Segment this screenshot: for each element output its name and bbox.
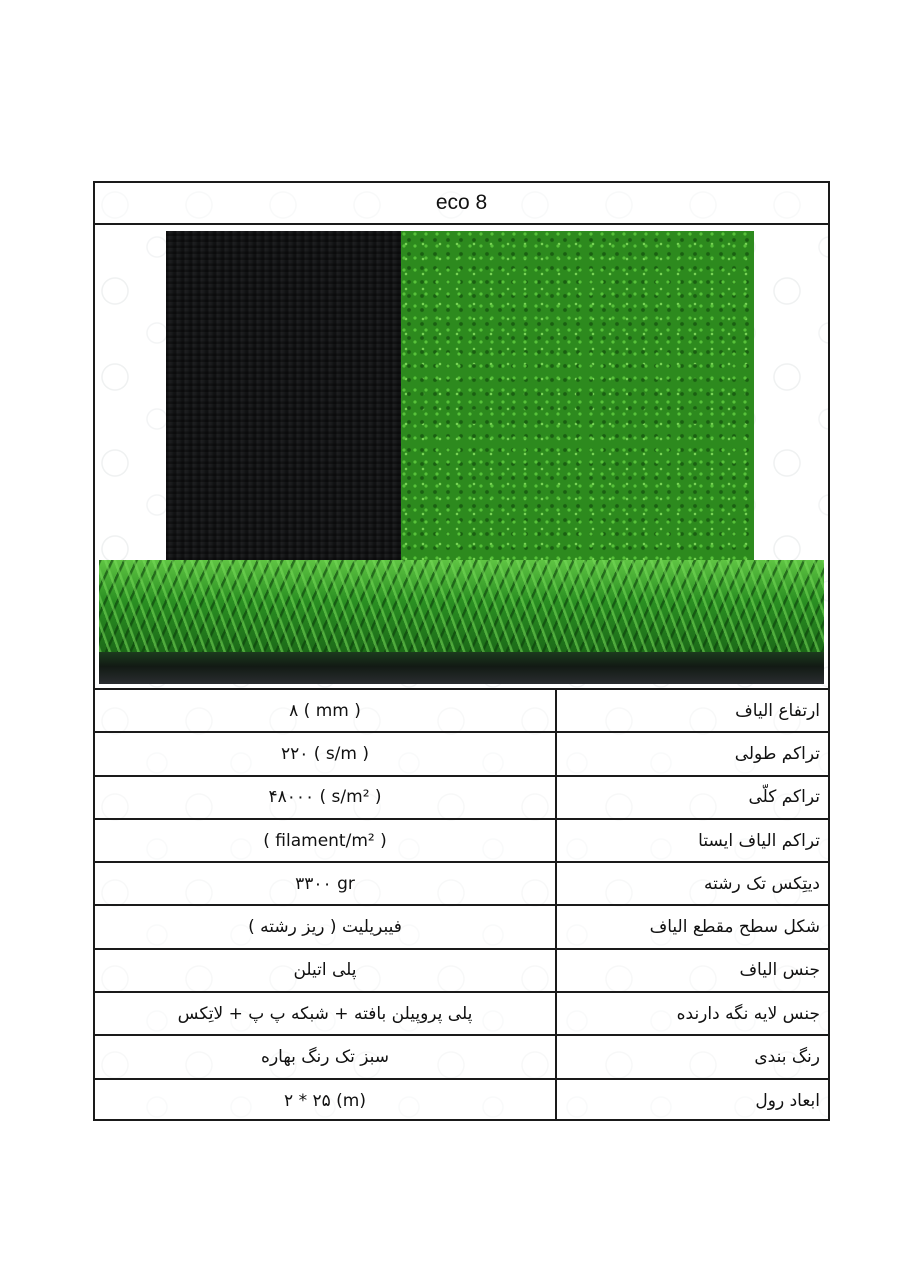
spec-row bbox=[95, 992, 828, 1035]
spec-row bbox=[95, 1079, 828, 1121]
spec-label: تراکم الیاف ایستا bbox=[556, 819, 828, 862]
spec-row bbox=[95, 819, 828, 862]
turf-backing-photo bbox=[166, 231, 402, 560]
spec-table bbox=[95, 688, 828, 1121]
spec-label: رنگ بندی bbox=[556, 1035, 828, 1078]
spec-value: پلی اتیلن bbox=[95, 949, 556, 992]
spec-value: ۴۸۰۰۰ ( s/m² ) bbox=[95, 776, 556, 819]
spec-label: جنس لایه نگه دارنده bbox=[556, 992, 828, 1035]
spec-label: ابعاد رول bbox=[556, 1079, 828, 1121]
spec-label: جنس الیاف bbox=[556, 949, 828, 992]
product-spec-sheet bbox=[93, 181, 830, 1121]
spec-value: پلی پروپیلن بافته + شبکه پ پ + لاتِکس bbox=[95, 992, 556, 1035]
turf-top-view-photo bbox=[401, 231, 754, 560]
spec-row bbox=[95, 862, 828, 905]
turf-blades bbox=[99, 560, 824, 652]
spec-row bbox=[95, 776, 828, 819]
turf-base-layer bbox=[99, 652, 824, 684]
spec-value: سبز تک رنگ بهاره bbox=[95, 1035, 556, 1078]
spec-value: فیبریلیت ( ریز رشته ) bbox=[95, 905, 556, 948]
spec-label: ارتفاع الیاف bbox=[556, 689, 828, 732]
spec-value: ۸ ( mm ) bbox=[95, 689, 556, 732]
spec-row bbox=[95, 949, 828, 992]
turf-side-view-photo bbox=[99, 560, 824, 684]
product-title: eco 8 bbox=[95, 183, 828, 225]
spec-row bbox=[95, 1035, 828, 1078]
spec-row bbox=[95, 689, 828, 732]
spec-label: شکل سطح مقطع الیاف bbox=[556, 905, 828, 948]
spec-row bbox=[95, 732, 828, 775]
spec-label: تراکم طولی bbox=[556, 732, 828, 775]
spec-value: ۳۳۰۰ gr bbox=[95, 862, 556, 905]
spec-value: ( filament/m² ) bbox=[95, 819, 556, 862]
product-photo bbox=[95, 225, 828, 688]
spec-value: ۲ * ۲۵ (m) bbox=[95, 1079, 556, 1121]
spec-row bbox=[95, 905, 828, 948]
spec-label: دیتِکس تک رشته bbox=[556, 862, 828, 905]
spec-label: تراکم کلّی bbox=[556, 776, 828, 819]
spec-value: ۲۲۰ ( s/m ) bbox=[95, 732, 556, 775]
